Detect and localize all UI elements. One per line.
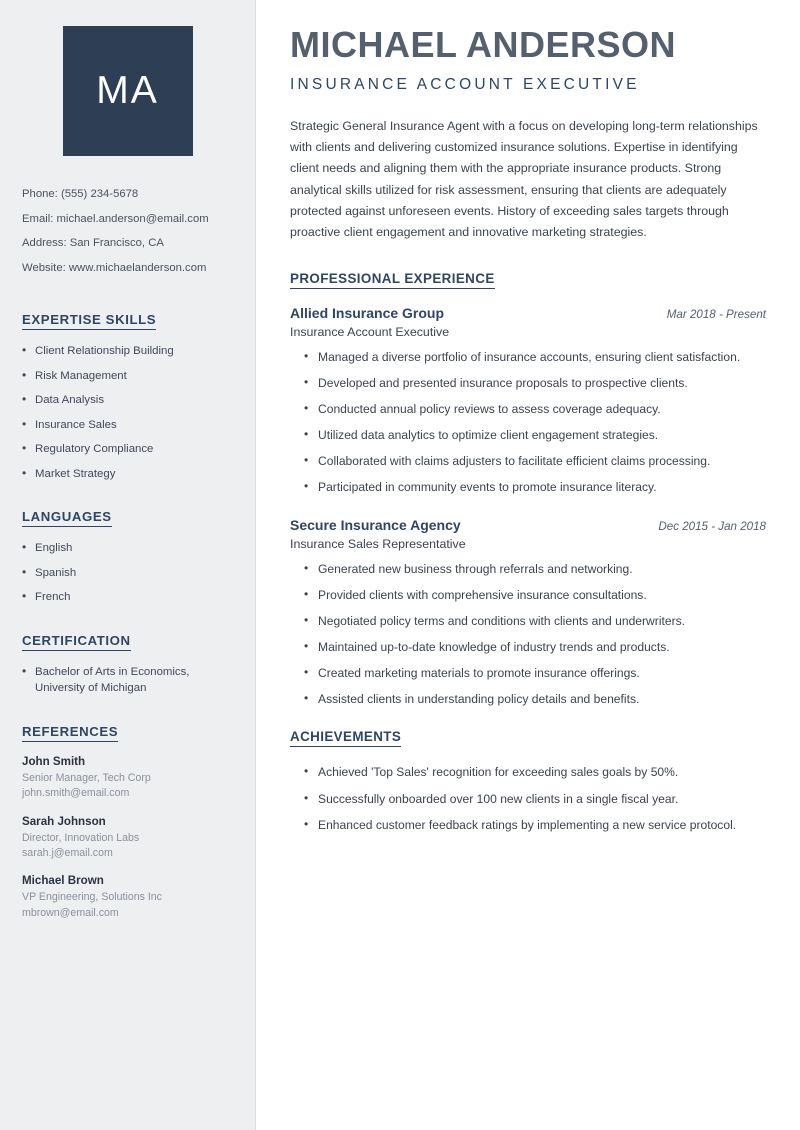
experience-entry — [290, 517, 766, 709]
job-role: Insurance Account Executive — [290, 324, 450, 339]
list-item: • Insurance Sales — [22, 417, 233, 434]
list-item: • Achieved 'Top Sales' recognition for exceeding sales goals by 50%. — [304, 763, 766, 781]
reference-email: mbrown@email.com — [22, 906, 119, 919]
experience-header — [290, 517, 766, 533]
list-item: • Market Strategy — [22, 466, 233, 483]
experience-header — [290, 305, 766, 321]
employment-dates: Mar 2018 - Present — [666, 307, 766, 321]
avatar-container — [22, 26, 233, 156]
contact-email: Email: michael.anderson@email.com — [22, 212, 209, 225]
expertise-skills-section — [22, 311, 233, 482]
main-content — [256, 0, 800, 1130]
list-item — [22, 815, 233, 862]
list-item: • Generated new business through referrals and networking. — [304, 560, 766, 578]
list-item: • Utilized data analytics to optimize client engagement strategies. — [304, 426, 766, 444]
job-title: INSURANCE ACCOUNT EXECUTIVE — [290, 75, 640, 93]
experience-entry — [290, 305, 766, 497]
responsibilities-list — [290, 560, 766, 709]
sidebar — [0, 0, 256, 1130]
references-heading: REFERENCES — [22, 724, 118, 742]
certification-list — [22, 664, 233, 697]
contact-list — [22, 186, 233, 277]
list-item: • Provided clients with comprehensive insurance consultations. — [304, 586, 766, 604]
list-item: • Data Analysis — [22, 392, 233, 409]
company-name: Secure Insurance Agency — [290, 516, 461, 533]
list-item: • Risk Management — [22, 368, 233, 385]
list-item: • Participated in community events to promote insurance literacy. — [304, 478, 766, 496]
job-role: Insurance Sales Representative — [290, 536, 466, 551]
certification-heading: CERTIFICATION — [22, 633, 131, 651]
reference-name: John Smith — [22, 754, 86, 768]
languages-list — [22, 540, 233, 606]
references-section — [22, 723, 233, 921]
reference-name: Michael Brown — [22, 874, 104, 888]
responsibilities-list — [290, 348, 766, 497]
list-item: • Spanish — [22, 565, 233, 582]
contact-website: Website: www.michaelanderson.com — [22, 261, 207, 274]
reference-role: VP Engineering, Solutions Inc — [22, 891, 162, 904]
expertise-skills-list — [22, 343, 233, 482]
list-item: • Collaborated with claims adjusters to facilitate efficient claims processing. — [304, 452, 766, 470]
list-item: • Client Relationship Building — [22, 343, 233, 360]
contact-phone: Phone: (555) 234-5678 — [22, 188, 139, 200]
list-item: • Bachelor of Arts in Economics, University of Michigan — [22, 664, 233, 697]
languages-heading: LANGUAGES — [22, 509, 112, 527]
list-item: • Conducted annual policy reviews to assess coverage adequacy. — [304, 400, 766, 418]
list-item: • Developed and presented insurance proposals to prospective clients. — [304, 374, 766, 392]
certification-section — [22, 632, 233, 697]
languages-section — [22, 508, 233, 606]
list-item: • Created marketing materials to promote insurance offerings. — [304, 664, 766, 682]
company-name: Allied Insurance Group — [290, 304, 445, 321]
list-item: • Negotiated policy terms and conditions with clients and underwriters. — [304, 612, 766, 630]
list-item: • Enhanced customer feedback ratings by implementing a new service protocol. — [304, 816, 766, 834]
reference-role: Director, Innovation Labs — [22, 831, 140, 844]
list-item: • Successfully onboarded over 100 new clients in a single fiscal year. — [304, 790, 766, 808]
achievements-heading: ACHIEVEMENTS — [290, 729, 401, 747]
achievements-list — [290, 763, 766, 833]
list-item: • Regulatory Compliance — [22, 441, 233, 458]
list-item: • Maintained up-to-date knowledge of industry trends and products. — [304, 638, 766, 656]
page-title: MICHAEL ANDERSON — [290, 24, 677, 65]
contact-address: Address: San Francisco, CA — [22, 237, 164, 249]
list-item — [22, 755, 233, 802]
reference-email: sarah.j@email.com — [22, 846, 113, 859]
expertise-skills-heading: EXPERTISE SKILLS — [22, 312, 156, 330]
list-item: • Assisted clients in understanding policy details and benefits. — [304, 690, 766, 708]
employment-dates: Dec 2015 - Jan 2018 — [658, 519, 766, 533]
professional-summary: Strategic General Insurance Agent with a focus on developing long-term relationships with clients and delivering customized insurance solutions. Expertise in identifying client needs and aligning them with the appropriate insurance products. Strong analytical skills utilized for risk assessment, ensuring that clients are adequately protected against unforeseen events. History of exceeding sales targets through proactive client engagement and innovative marketing strategies. — [290, 118, 758, 240]
reference-role: Senior Manager, Tech Corp — [22, 771, 151, 784]
list-item — [22, 874, 233, 921]
list-item: • French — [22, 589, 233, 606]
reference-email: john.smith@email.com — [22, 787, 130, 800]
list-item: • English — [22, 540, 233, 557]
experience-heading: PROFESSIONAL EXPERIENCE — [290, 271, 495, 289]
avatar: MA — [63, 26, 193, 156]
list-item: • Managed a diverse portfolio of insurance accounts, ensuring client satisfaction. — [304, 348, 766, 366]
reference-name: Sarah Johnson — [22, 814, 106, 828]
